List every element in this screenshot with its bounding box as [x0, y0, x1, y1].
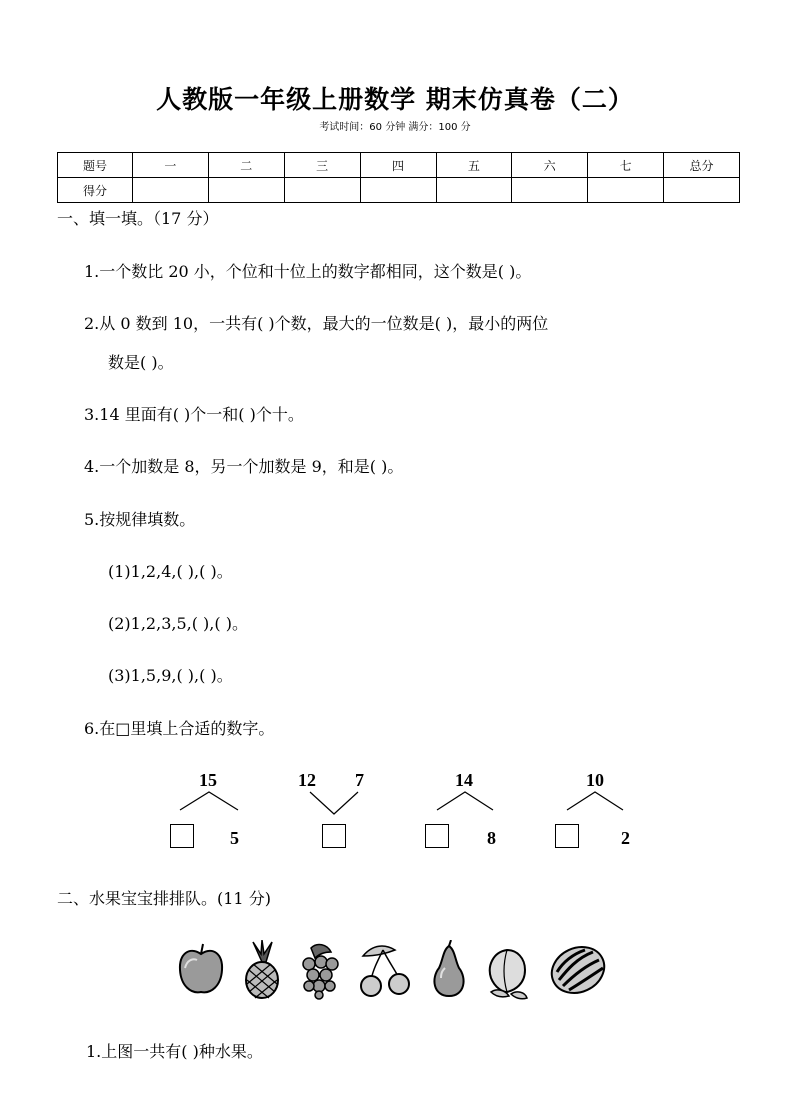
tree-top-number: 10: [586, 770, 604, 790]
score-input-cell[interactable]: [436, 178, 512, 203]
tree-part-number: 2: [621, 828, 630, 848]
tree-top-number: 15: [199, 770, 217, 790]
answer-box[interactable]: [555, 824, 579, 848]
score-table-score-row: [58, 178, 740, 203]
answer-box[interactable]: [425, 824, 449, 848]
peach-icon: [481, 940, 533, 1000]
table-cell: 得分: [58, 178, 133, 203]
question-2-1: 1.上图一共有( )种水果。: [86, 1042, 263, 1061]
tree-top-number: 14: [455, 770, 473, 790]
pineapple-icon: [239, 940, 285, 1000]
table-cell: 一: [133, 153, 209, 178]
table-cell: 总分: [664, 153, 740, 178]
exam-info: 考试时间：60 分钟 满分：100 分: [319, 122, 471, 133]
answer-box[interactable]: [322, 824, 346, 848]
question-1-5-1: (1)1,2,4,( ),( )。: [108, 562, 233, 581]
table-cell: 六: [512, 153, 588, 178]
page-title: 人教版一年级上册数学 期末仿真卷（二）: [156, 85, 634, 114]
tree-part-number: 8: [487, 828, 496, 848]
watermelon-icon: [547, 940, 609, 1000]
score-input-cell[interactable]: [133, 178, 209, 203]
question-1-4: 4.一个加数是 8，另一个加数是 9，和是( )。: [84, 457, 404, 476]
score-input-cell[interactable]: [588, 178, 664, 203]
score-input-cell[interactable]: [284, 178, 360, 203]
question-1-5-2: (2)1,2,3,5,( ),( )。: [108, 614, 248, 633]
section-1-heading: 一、填一填。（17 分）: [57, 209, 219, 228]
question-1-1: 1.一个数比 20 小，个位和十位上的数字都相同，这个数是( )。: [84, 262, 532, 281]
question-1-2-cont: 数是( )。: [108, 353, 174, 372]
apple-icon: [175, 940, 227, 1000]
answer-box[interactable]: [170, 824, 194, 848]
table-cell: 七: [588, 153, 664, 178]
tree-top-number: 12: [298, 770, 316, 790]
table-cell: 题号: [58, 153, 133, 178]
cherries-icon: [355, 940, 415, 1000]
fruit-row: [175, 940, 615, 1000]
question-1-6: 6.在□里填上合适的数字。: [84, 719, 275, 738]
tree-top-number: 7: [355, 770, 364, 790]
score-table: [57, 152, 740, 203]
question-1-5: 5.按规律填数。: [84, 510, 196, 529]
question-1-3: 3.14 里面有( )个一和( )个十。: [84, 405, 304, 424]
table-cell: 四: [360, 153, 436, 178]
score-input-cell[interactable]: [208, 178, 284, 203]
tree-part-number: 5: [230, 828, 239, 848]
section-2-heading: 二、水果宝宝排排队。(11 分): [57, 889, 271, 908]
score-table-header-row: [58, 153, 740, 178]
table-cell: 二: [208, 153, 284, 178]
question-1-2: 2.从 0 数到 10，一共有( )个数，最大的一位数是( )，最小的两位: [84, 314, 549, 333]
table-cell: 五: [436, 153, 512, 178]
score-input-cell[interactable]: [360, 178, 436, 203]
table-cell: 三: [284, 153, 360, 178]
score-input-cell[interactable]: [664, 178, 740, 203]
grapes-icon: [297, 940, 343, 1000]
pear-icon: [427, 940, 471, 1000]
score-input-cell[interactable]: [512, 178, 588, 203]
question-1-5-3: (3)1,5,9,( ),( )。: [108, 666, 233, 685]
